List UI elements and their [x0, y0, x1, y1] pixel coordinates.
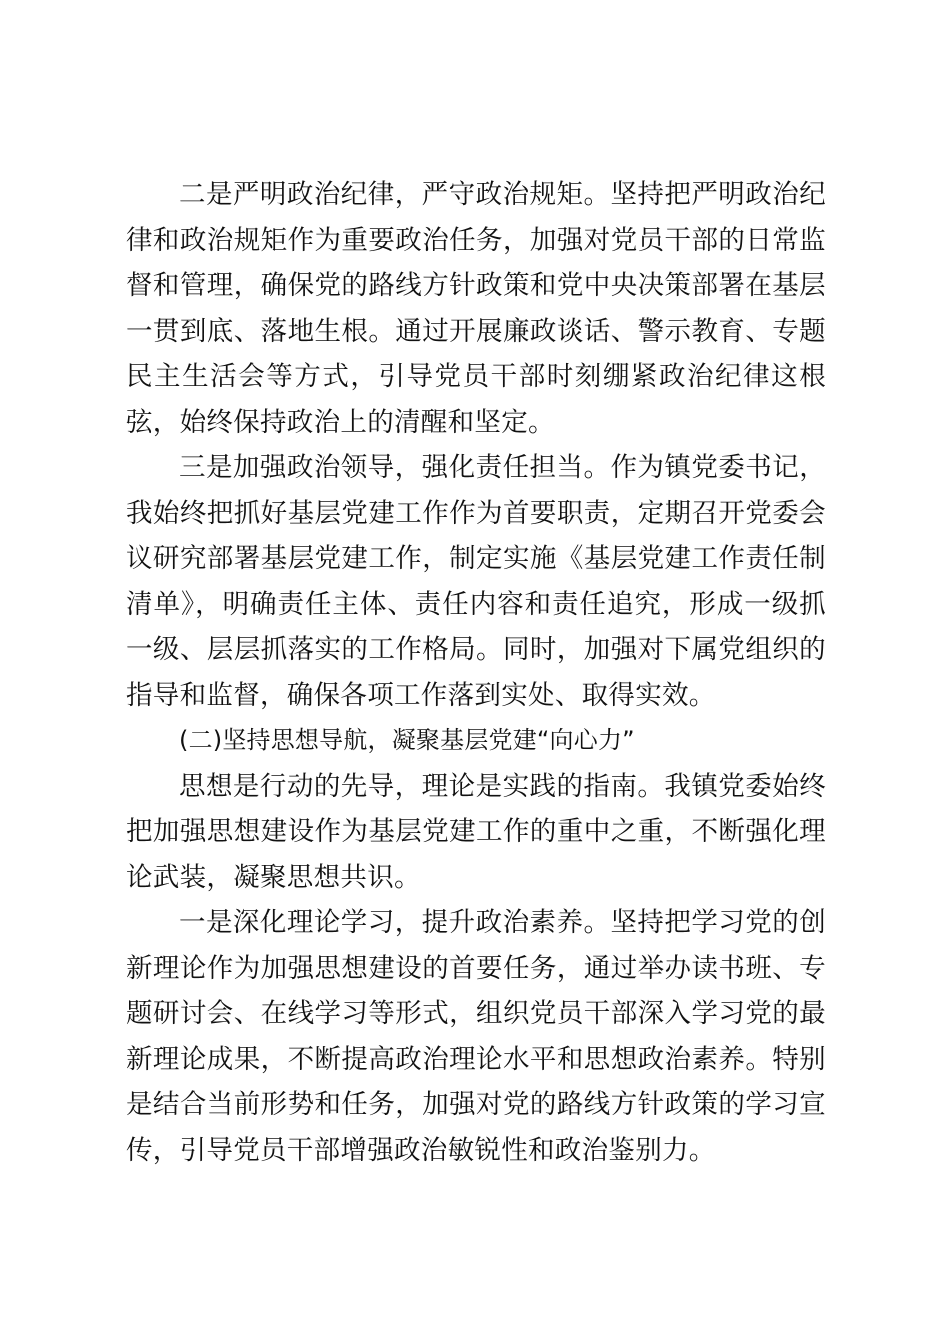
paragraph-discipline: 二是严明政治纪律，严守政治规矩。坚持把严明政治纪律和政治规矩作为重要政治任务，加强对党员干部的日常监督和管理，确保党的路线方针政策和党中央决策部署在基层一贯到底、落地生根。通过开展廉政谈话、警示教育、专题民主生活会等方式，引导党员干部时刻绷紧政治纪律这根弦，始终保持政治上的清醒和坚定。 — [126, 179, 826, 438]
paragraph-ideology-intro: 思想是行动的先导，理论是实践的指南。我镇党委始终把加强思想建设作为基层党建工作的重中之重，不断强化理论武装，凝聚思想共识。 — [126, 770, 826, 893]
paragraph-leadership: 三是加强政治领导，强化责任担当。作为镇党委书记，我始终把抓好基层党建工作作为首要职责，定期召开党委会议研究部署基层党建工作，制定实施《基层党建工作责任制清单》，明确责任主体、责任内容和责任追究，形成一级抓一级、层层抓落实的工作格局。同时，加强对下属党组织的指导和监督，确保各项工作落到实处、取得实效。 — [126, 452, 826, 711]
document-body — [126, 172, 826, 1173]
section-heading: (二)坚持思想导航，凝聚基层党建“向心力” — [179, 726, 635, 754]
paragraph-theory-study: 一是深化理论学习，提升政治素养。坚持把学习党的创新理论作为加强思想建设的首要任务，通过举办读书班、专题研讨会、在线学习等形式，组织党员干部深入学习党的最新理论成果，不断提高政治理论水平和思想政治素养。特别是结合当前形势和任务，加强对党的路线方针政策的学习宣传，引导党员干部增强政治敏锐性和政治鉴别力。 — [126, 907, 826, 1166]
